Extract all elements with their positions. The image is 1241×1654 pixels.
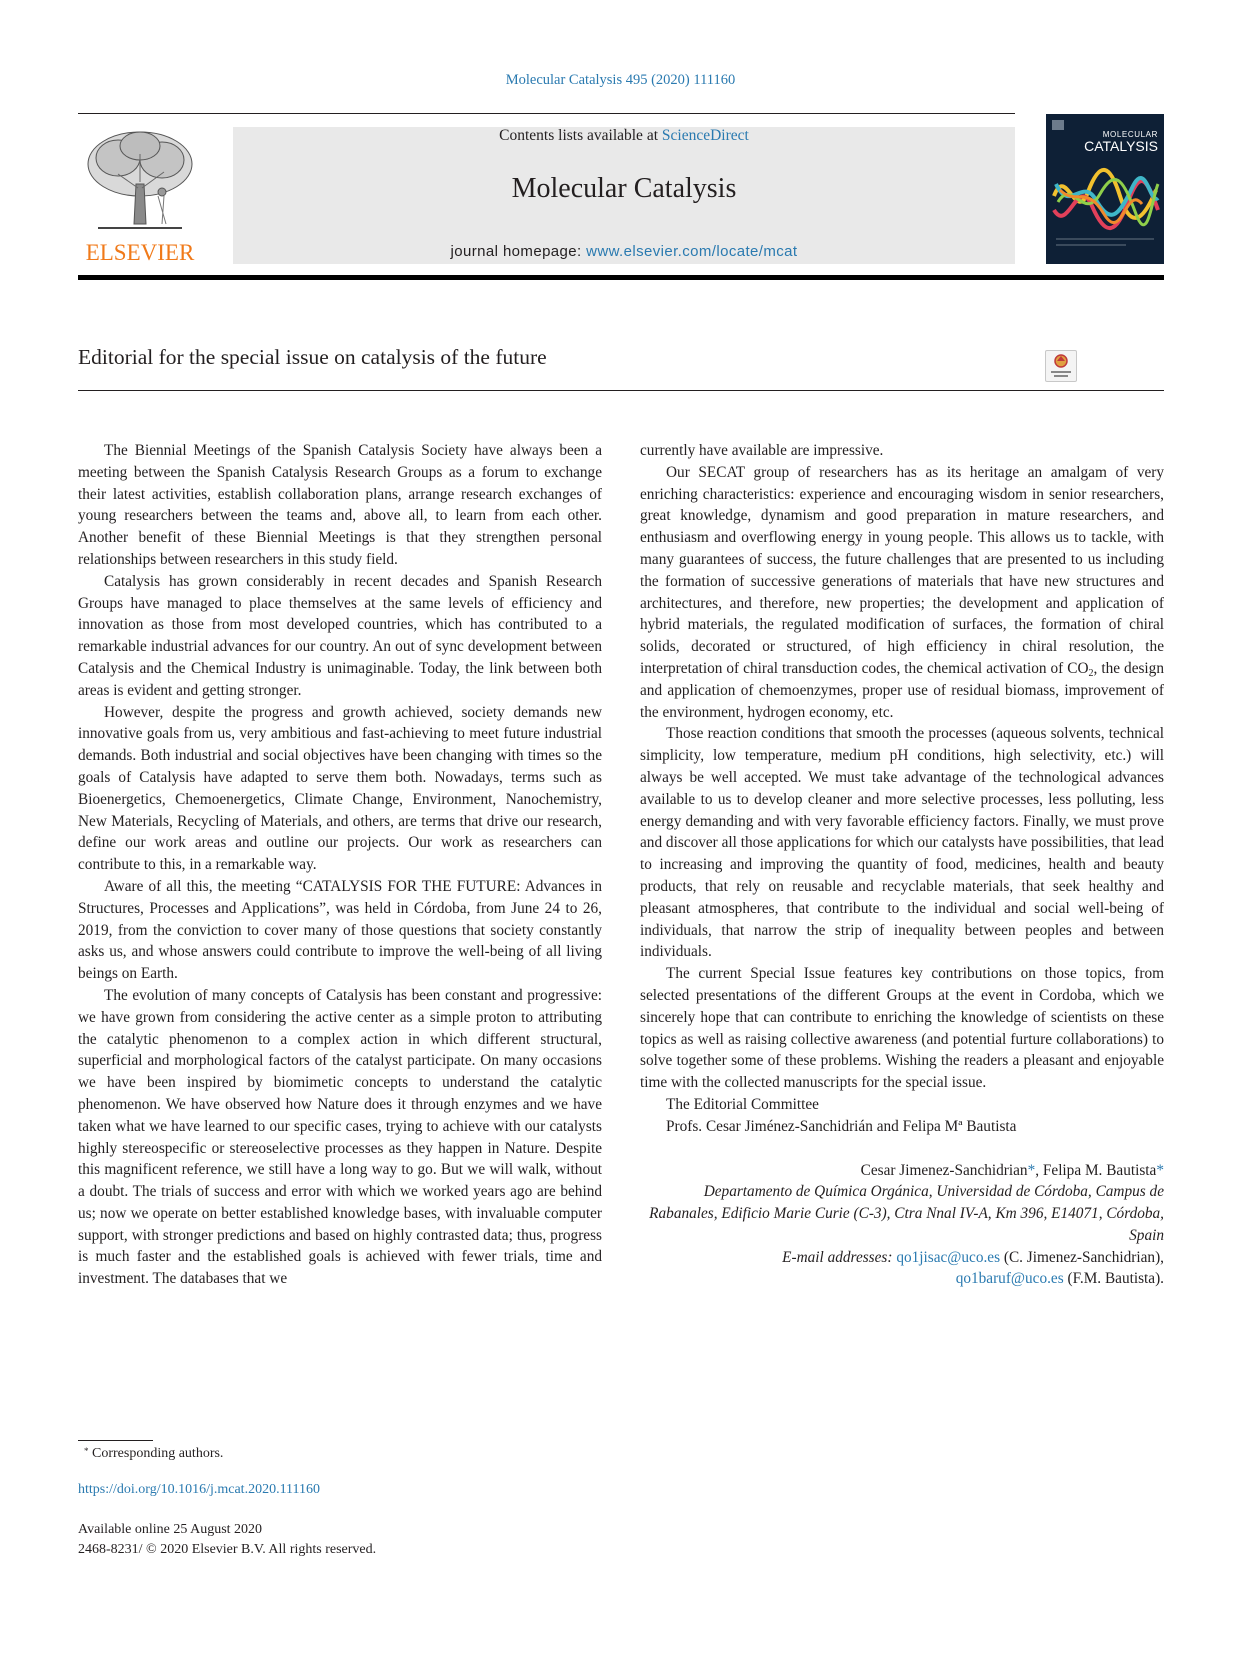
co2-subscript: 2 [1088,667,1094,679]
journal-name: Molecular Catalysis [511,173,737,204]
body-column-left [78,440,602,1290]
doi-link[interactable]: https://doi.org/10.1016/j.mcat.2020.111160 [78,1482,321,1497]
email-link[interactable]: qo1jisac@uco.es [896,1248,1001,1266]
header-rule [78,113,1015,114]
signature-block [640,1160,1164,1291]
corresponding-mark[interactable]: * [1027,1161,1036,1179]
paragraph: However, despite the progress and growth achieved, society demands new innovative goals from us, very ambitious and fast-achieving to meet future industrial demands. Both industrial and social objectives have been changing with times so the goals of Catalysis have adapted to serve them both. Nowadays, terms such as Bioenergetics, Chemoenergetics, Climate Change, Environment, Nanochemistry, New Materials, Recycling of Materials, and others, are terms that drive our research, define our work areas and outline our projects. Our work as researchers can contribute to this, in a remarkable way. [78,703,602,874]
homepage-link[interactable]: www.elsevier.com/locate/mcat [586,243,798,260]
corresponding-mark[interactable]: * [1156,1161,1164,1179]
article-title: Editorial for the special issue on catalysis of the future [78,345,547,369]
title-rule [78,390,1164,391]
footnote [84,1446,223,1462]
paragraph-continuation: currently have available are impressive. [640,442,884,459]
journal-cover-image[interactable] [1046,114,1164,264]
tree-logo-icon [78,124,202,236]
elsevier-wordmark: ELSEVIER [85,240,195,265]
paragraph-text: , the design and application of chemoenzymes, proper use of residual biomass, improvement of the environment, hydrogen economy, etc. [640,659,1164,721]
check-for-updates-icon[interactable] [1045,350,1077,382]
paragraph: Those reaction conditions that smooth the processes (aqueous solvents, technical simplicity, low temperature, medium pH conditions, high selectivity, etc.) will always be well accepted. We must take advantage of the technological advances available to us to develop cleaner and more selective processes, less polluting, less energy demanding and with very favorable efficiency factors. Finally, we must prove and discover all those applications for which our catalysts have possibilities, that lead to increasing and improving the quantity of food, medicines, health and beauty products, that rely on reusable and recyclable materials, that seek healthy and pleasant atmospheres, that contribute to the individual and social well-being of individuals, that narrow the strip of inequality between peoples and between individuals. [640,725,1164,961]
elsevier-tree-logo [78,124,202,266]
check-for-updates-glyph [1046,351,1076,381]
editorial-committee: The Editorial Committee [666,1095,819,1113]
paragraph [640,462,1164,724]
paragraph: Aware of all this, the meeting “CATALYSIS FOR THE FUTURE: Advances in Structures, Processes and Applications”, was held in Córdoba, from June 24 to 26, 2019, from the conviction to cover many of those questions that society constantly asks us, and whose answers could contribute to improve the well-being of all living beings on Earth. [78,877,602,983]
affiliation: Departamento de Química Orgánica, Universidad de Córdoba, Campus de Rabanales, Edificio Marie Curie (C-3), Ctra Nnal IV-A, Km 396, E14071, Córdoba, Spain [649,1183,1164,1244]
copyright: 2468-8231/ © 2020 Elsevier B.V. All rights reserved. [78,1542,377,1557]
footnote-text: Corresponding authors. [88,1446,224,1461]
body-column-right [640,440,1164,1290]
footnote-mark: * [84,1446,89,1456]
journal-banner [233,127,1015,264]
journal-reference[interactable]: Molecular Catalysis 495 (2020) 111160 [505,72,736,88]
cover-title-line2: CATALYSIS [1084,138,1158,154]
contents-prefix: Contents lists available at [499,127,662,144]
email-owner: (F.M. Bautista). [1063,1270,1164,1288]
cover-title-line1: MOLECULAR [1102,130,1158,139]
email-owner: (C. Jimenez-Sanchidrian), [1000,1248,1164,1266]
homepage-line [233,243,1015,260]
author-name[interactable]: Felipa M. Bautista [1042,1161,1157,1179]
cover-title [1084,131,1158,153]
editorial-profs: Profs. Cesar Jiménez-Sanchidrián and Felipa Mª Bautista [666,1117,1017,1135]
author-names [640,1160,1164,1182]
header-thick-rule [78,275,1164,280]
available-online: Available online 25 August 2020 [78,1522,263,1537]
footnote-rule [78,1440,153,1441]
paragraph: The Biennial Meetings of the Spanish Catalysis Society have always been a meeting between the Spanish Catalysis Research Groups as a forum to exchange their latest activities, establish collaboration plans, arrange research exchanges of young researchers between the teams and, above all, to learn from each other. Another benefit of these Biennial Meetings is that they strengthen personal relationships between researchers in this study field. [78,442,602,568]
sciencedirect-link[interactable]: ScienceDirect [661,127,749,144]
contents-line [233,127,1015,145]
email-label: E-mail addresses: [782,1248,897,1266]
paragraph: The evolution of many concepts of Catalysis has been constant and progressive: we have grown from considering the active center as a simple proton to attributing the catalytic phenomenon to a complex action in which different structural, superficial and morphological factors of the catalyst participate. On many occasions we have been inspired by biomimetic concepts to understand the catalytic phenomenon. We have observed how Nature does it through enzymes and we have taken what we have learned to our specific cases, trying to achieve with our catalysts highly stereospecific or stereoselective processes as they happen in Nature. Despite this magnificent reference, we still have a long way to go. But we will walk, without a doubt. The trials of success and error with which we worked years ago are behind us; now we operate on better established knowledge bases, with invaluable computer support, with stronger predictions and based on highly contrasted data; thus, progress is much faster and the established goals is achieved with fewer trials, time and investment. The databases that we [78,986,602,1288]
paragraph: Catalysis has grown considerably in recent decades and Spanish Research Groups have managed to place themselves at the same levels of efficiency and innovation as those from most developed countries, which has contributed to a remarkable industrial advances for our country. An out of sync development between Catalysis and the Chemical Industry is unimaginable. Today, the link between both areas is evident and getting stronger. [78,572,602,699]
email-line [640,1268,1164,1290]
paragraph: The current Special Issue features key contributions on those topics, from selected presentations of the different Groups at the event in Cordoba, which we sincerely hope that can contribute to enriching the knowledge of scientists on these topics as well as raising collective awareness (and potential furture collaborations) to solve together some of these problems. Wishing the readers a pleasant and enjoyable time with the collected manuscripts for the special issue. [640,965,1164,1092]
email-link[interactable]: qo1baruf@uco.es [955,1270,1064,1288]
author-name[interactable]: Cesar Jimenez-Sanchidrian [860,1161,1028,1179]
email-line [640,1247,1164,1269]
author-separator: , [1035,1161,1043,1179]
paragraph-text: Our SECAT group of researchers has as its heritage an amalgam of very enriching characteristics: experience and encouraging wisdom in senior researchers, great knowledge, dynamism and good preparation in mature researchers, and enthusiasm and overflowing energy in young people. This allows us to tackle, with many guarantees of success, the future challenges that are presented to us including the formation of successive generations of materials that have new structures and architectures, and therefore, new properties; the development and application of hybrid materials, the regulated modification of surfaces, the formation of chiral solids, decorated or structured, of high efficiency in chiral resolution, the interpretation of chiral transduction codes, the chemical activation of CO [640,463,1164,677]
homepage-prefix: journal homepage: [450,243,587,260]
